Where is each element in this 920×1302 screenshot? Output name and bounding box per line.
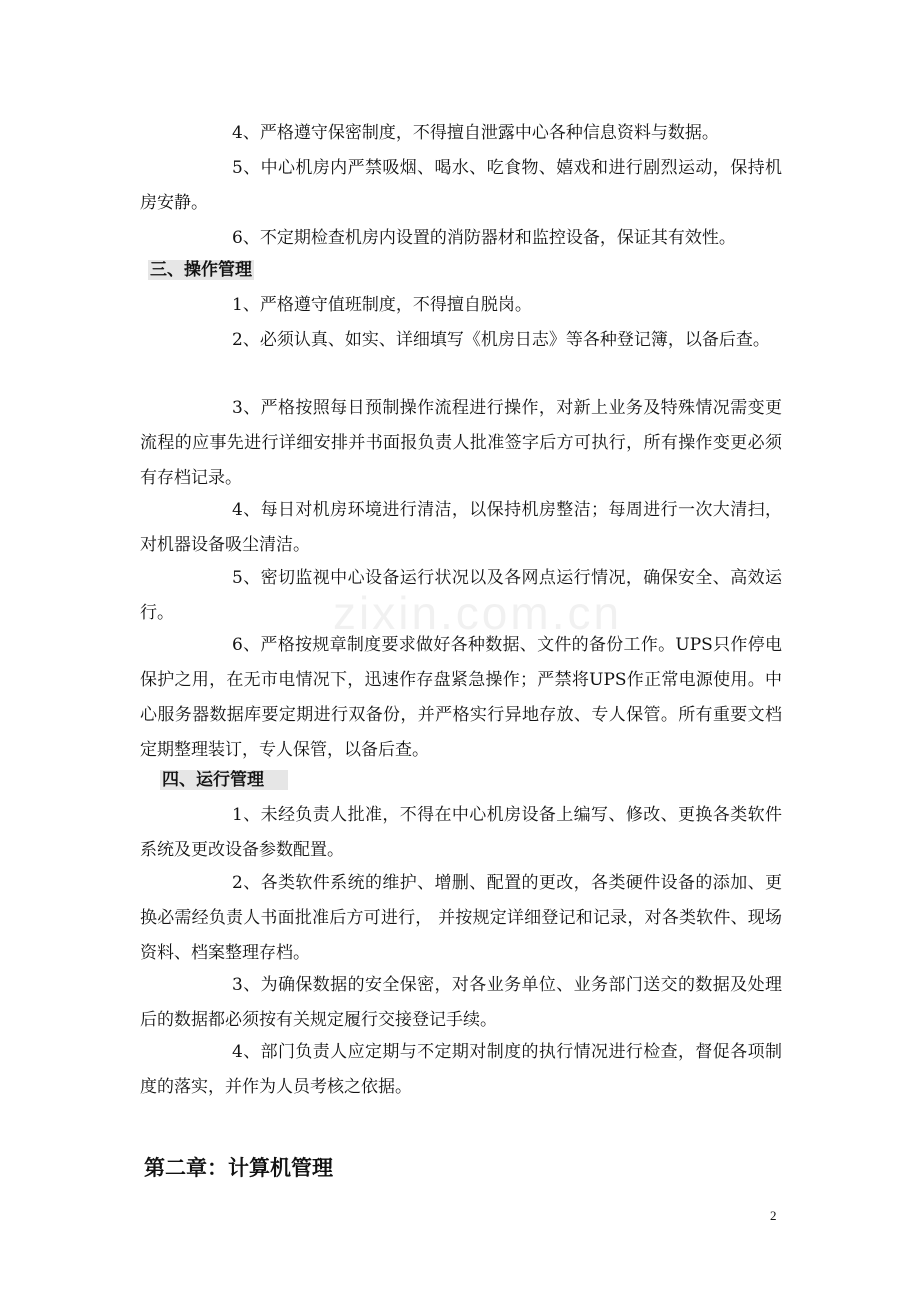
runtime-item-1: 1、未经负责人批准，不得在中心机房设备上编写、修改、更换各类软件系统及更改设备参数配置。 — [140, 805, 782, 860]
runtime-item-4: 4、部门负责人应定期与不定期对制度的执行情况进行检查，督促各项制度的落实，并作为人员考核之依据。 — [140, 1042, 782, 1097]
section-heading-operation-text: 三、操作管理 — [150, 260, 252, 280]
paragraph-top-5: 5、中心机房内严禁吸烟、喝水、吃食物、嬉戏和进行剧烈运动，保持机房安静。 — [140, 158, 782, 213]
operation-item-5: 5、密切监视中心设备运行状况以及各网点运行情况，确保安全、高效运行。 — [140, 568, 782, 623]
section-heading-runtime — [160, 763, 288, 798]
operation-item-4: 4、每日对机房环境进行清洁，以保持机房整洁；每周进行一次大清扫，对机器设备吸尘清洁。 — [140, 500, 782, 555]
section-heading-operation — [148, 253, 254, 288]
chapter-title: 第二章：计算机管理 — [144, 1156, 333, 1180]
watermark: zixin.com.cn — [333, 587, 623, 639]
operation-item-2: 2、必须认真、如实、详细填写《机房日志》等各种登记簿，以备后查。 — [232, 330, 770, 350]
paragraph-top-6: 6、不定期检查机房内设置的消防器材和监控设备，保证其有效性。 — [232, 228, 736, 248]
operation-item-6: 6、严格按规章制度要求做好各种数据、文件的备份工作。UPS只作停电保护之用，在无市电情况下，迅速作存盘紧急操作；严禁将UPS作正常电源使用。中心服务器数据库要定期进行双备份，并严格实行异地存放、专人保管。所有重要文档定期整理装订，专人保管，以备后查。 — [140, 635, 782, 760]
section-heading-runtime-text: 四、运行管理 — [160, 770, 288, 790]
runtime-item-3: 3、为确保数据的安全保密，对各业务单位、业务部门送交的数据及处理后的数据都必须按有关规定履行交接登记手续。 — [140, 975, 782, 1030]
page-number: 2 — [770, 1208, 777, 1223]
runtime-item-2: 2、各类软件系统的维护、增删、配置的更改，各类硬件设备的添加、更换必需经负责人书面批准后方可进行， 并按规定详细登记和记录，对各类软件、现场资料、档案整理存档。 — [140, 873, 782, 963]
operation-item-3: 3、严格按照每日预制操作流程进行操作，对新上业务及特殊情况需变更流程的应事先进行详细安排并书面报负责人批准签字后方可执行，所有操作变更必须有存档记录。 — [140, 398, 782, 488]
paragraph-top-4: 4、严格遵守保密制度，不得擅自泄露中心各种信息资料与数据。 — [232, 123, 719, 143]
operation-item-1: 1、严格遵守值班制度，不得擅自脱岗。 — [232, 295, 532, 315]
